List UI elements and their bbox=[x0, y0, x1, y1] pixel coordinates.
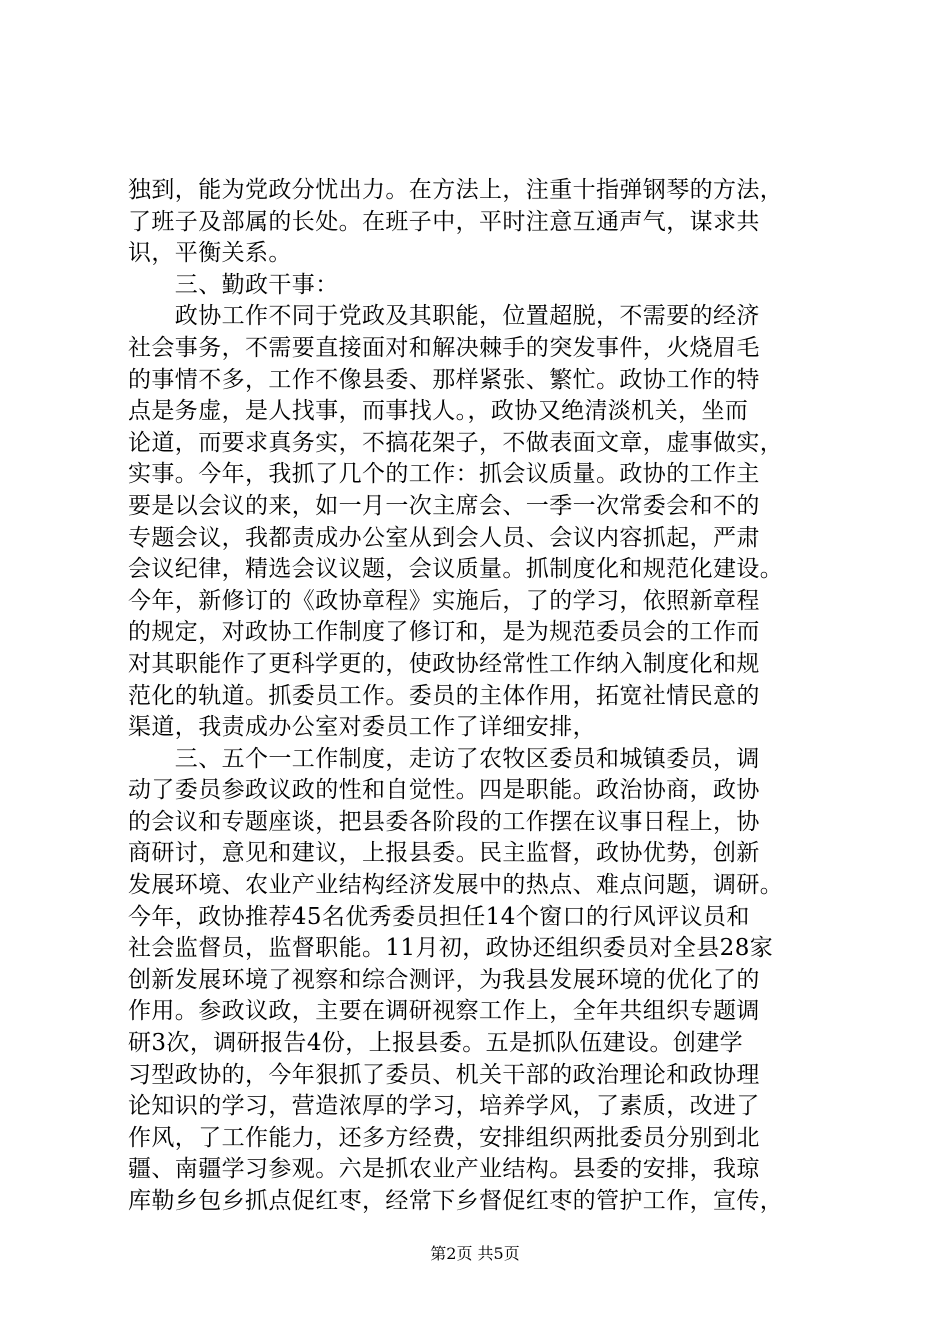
text-line: 专题会议，我都责成办公室从到会人员、会议内容抓起，严肃 bbox=[128, 524, 760, 551]
text-line: 动了委员参政议政的性和自觉性。四是职能。政治协商，政协 bbox=[128, 777, 760, 804]
text-line: 研3次，调研报告4份，上报县委。五是抓队伍建设。创建学 bbox=[128, 1030, 744, 1057]
text-line: 作风，了工作能力，还多方经费，安排组织两批委员分别到北 bbox=[128, 1124, 760, 1151]
text-line: 作用。参政议政，主要在调研视察工作上，全年共组织专题调 bbox=[128, 998, 760, 1025]
text-line: 今年，新修订的《政协章程》实施后，了的学习，依照新章程 bbox=[128, 587, 760, 614]
text-line: 发展环境、农业产业结构经济发展中的热点、难点问题，调研。 bbox=[128, 872, 784, 899]
text-line: 库勒乡包乡抓点促红枣，经常下乡督促红枣的管护工作，宣传， bbox=[128, 1188, 784, 1214]
text-line: 了班子及部属的长处。在班子中，平时注意互通声气，谋求共 bbox=[128, 208, 760, 235]
text-line: 独到，能为党政分忧出力。在方法上，注重十指弹钢琴的方法， bbox=[128, 177, 784, 203]
text-line: 三、勤政干事： bbox=[128, 271, 339, 298]
text-line: 点是务虚，是人找事，而事找人。，政协又绝清淡机关，坐而 bbox=[128, 398, 749, 425]
text-line: 三、五个一工作制度，走访了农牧区委员和城镇委员，调 bbox=[128, 745, 760, 772]
text-line: 渠道，我责成办公室对委员工作了详细安排， bbox=[128, 714, 596, 741]
text-line: 习型政协的，今年狠抓了委员、机关干部的政治理论和政协理 bbox=[128, 1061, 760, 1088]
text-line: 识，平衡关系。 bbox=[128, 240, 292, 267]
text-line: 对其职能作了更科学更的，使政协经常性工作纳入制度化和规 bbox=[128, 650, 760, 677]
text-line: 政协工作不同于党政及其职能，位置超脱，不需要的经济 bbox=[128, 303, 760, 330]
text-line: 疆、南疆学习参观。六是抓农业产业结构。县委的安排，我琼 bbox=[128, 1156, 760, 1183]
text-line: 会议纪律，精选会议议题，会议质量。抓制度化和规范化建设。 bbox=[128, 556, 784, 583]
text-line: 的规定，对政协工作制度了修订和，是为规范委员会的工作而 bbox=[128, 619, 760, 646]
body-text bbox=[128, 175, 838, 1218]
text-line: 社会监督员，监督职能。11月初，政协还组织委员对全县28家 bbox=[128, 935, 774, 962]
text-line: 的会议和专题座谈，把县委各阶段的工作摆在议事日程上，协 bbox=[128, 808, 760, 835]
text-line: 论知识的学习，营造浓厚的学习，培养学风，了素质，改进了 bbox=[128, 1093, 760, 1120]
text-line: 商研讨，意见和建议，上报县委。民主监督，政协优势，创新 bbox=[128, 840, 760, 867]
text-line: 实事。今年，我抓了几个的工作：抓会议质量。政协的工作主 bbox=[128, 461, 760, 488]
page-footer: 第2页 共5页 bbox=[430, 1244, 520, 1263]
text-line: 的事情不多，工作不像县委、那样紧张、繁忙。政协工作的特 bbox=[128, 366, 760, 393]
text-line: 社会事务，不需要直接面对和解决棘手的突发事件，火烧眉毛 bbox=[128, 334, 760, 361]
text-line: 今年，政协推荐45名优秀委员担任14个窗口的行风评议员和 bbox=[128, 903, 750, 930]
text-line: 创新发展环境了视察和综合测评，为我县发展环境的优化了的 bbox=[128, 966, 760, 993]
text-line: 范化的轨道。抓委员工作。委员的主体作用，拓宽社情民意的 bbox=[128, 682, 760, 709]
text-line: 论道，而要求真务实，不搞花架子，不做表面文章，虚事做实， bbox=[128, 429, 784, 456]
text-line: 要是以会议的来，如一月一次主席会、一季一次常委会和不的 bbox=[128, 492, 760, 519]
